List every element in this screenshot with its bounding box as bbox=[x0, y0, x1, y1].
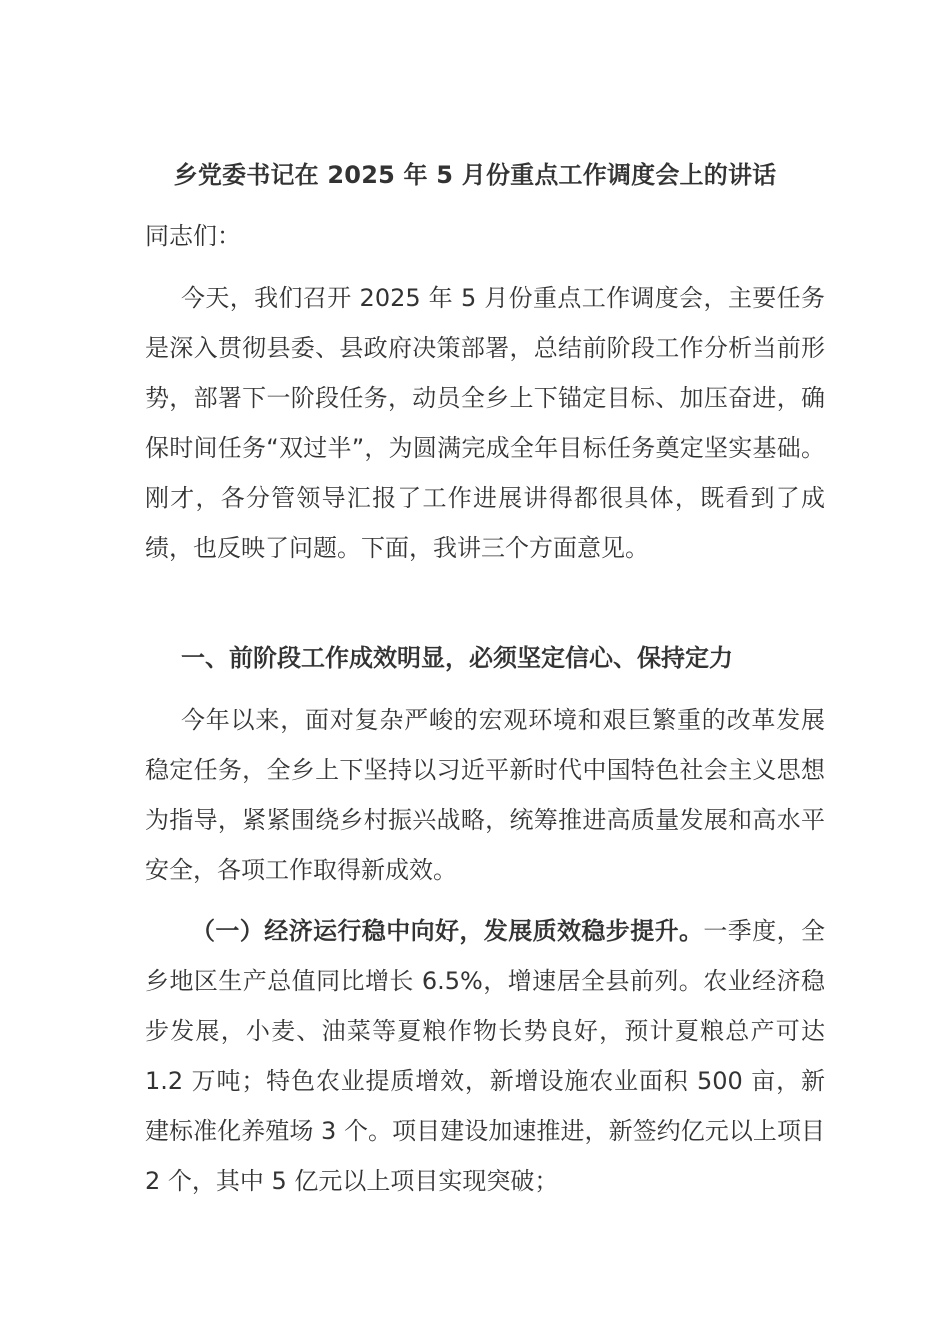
salutation: 同志们： bbox=[145, 222, 241, 250]
subsection-1-lead: （一）经济运行稳中向好，发展质效稳步提升。 bbox=[191, 917, 704, 945]
document-title: 乡党委书记在 2025 年 5 月份重点工作调度会上的讲话 bbox=[173, 161, 777, 189]
opening-paragraph: 今天，我们召开 2025 年 5 月份重点工作调度会，主要任务是深入贯彻县委、县政府决策部署，总结前阶段工作分析当前形势，部署下一阶段任务，动员全乡上下锚定目标、加压奋进，确保时间任务“双过半”，为圆满完成全年目标任务奠定坚实基础。刚才，各分管领导汇报了工作进展讲得都很具体，既看到了成绩，也反映了问题。下面，我讲三个方面意见。 bbox=[145, 284, 825, 562]
subsection-1-paragraph bbox=[145, 906, 825, 1206]
section-1-intro-paragraph: 今年以来，面对复杂严峻的宏观环境和艰巨繁重的改革发展稳定任务，全乡上下坚持以习近平新时代中国特色社会主义思想为指导，紧紧围绕乡村振兴战略，统筹推进高质量发展和高水平安全，各项工作取得新成效。 bbox=[145, 706, 825, 884]
subsection-1-body: 一季度，全乡地区生产总值同比增长 6.5%，增速居全县前列。农业经济稳步发展，小麦、油菜等夏粮作物长势良好，预计夏粮总产可达 1.2 万吨；特色农业提质增效，新增设施农业面积 500 亩，新建标准化养殖场 3 个。项目建设加速推进，新签约亿元以上项目 2 个，其中 5 亿元以上项目实现突破； bbox=[145, 917, 826, 1195]
section-heading-1: 一、前阶段工作成效明显，必须坚定信心、保持定力 bbox=[181, 644, 733, 672]
